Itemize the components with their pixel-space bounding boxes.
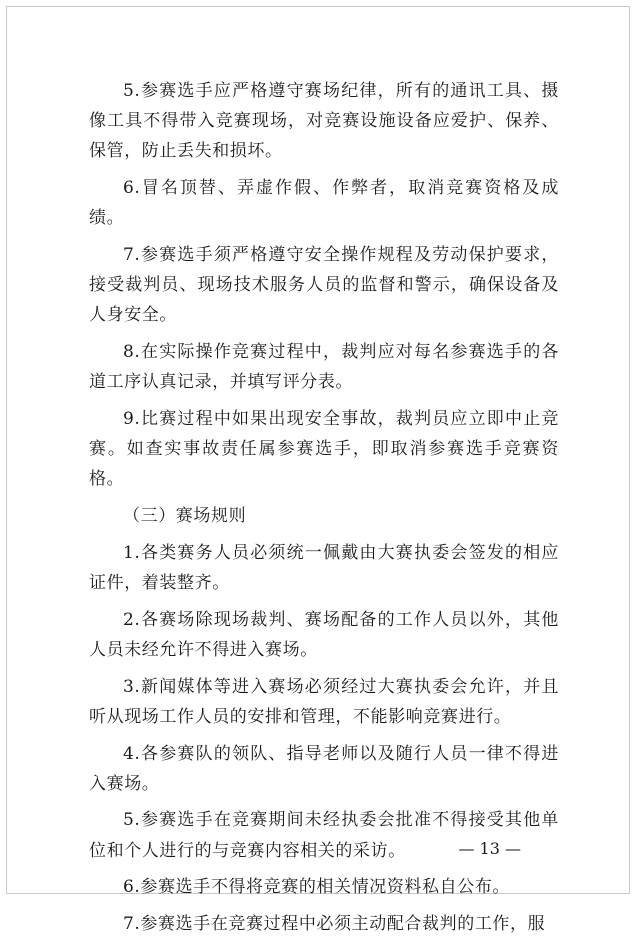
- page-number: — 13 —: [458, 839, 521, 858]
- paragraph-rule-9: 9.比赛过程中如果出现安全事故，裁判员应立即中止竞赛。如查实事故责任属参赛选手，即取消参赛选手竞赛资格。: [89, 409, 559, 490]
- section-heading-venue-rules: （三）赛场规则: [123, 506, 247, 527]
- paragraph-rule-8: 8.在实际操作竞赛过程中，裁判应对每名参赛选手的各道工序认真记录，并填写评分表。: [89, 342, 559, 393]
- paragraph-rule-6: 6.冒名顶替、弄虚作假、作弊者，取消竞赛资格及成绩。: [89, 178, 559, 229]
- paragraph-venue-rule-3: 3.新闻媒体等进入赛场必须经过大赛执委会允许，并且听从现场工作人员的安排和管理，不能影响竞赛进行。: [89, 676, 559, 727]
- paragraph-venue-rule-7: 7.参赛选手在竞赛过程中必须主动配合裁判的工作，服: [123, 914, 546, 935]
- paragraph-venue-rule-2: 2.各赛场除现场裁判、赛场配备的工作人员以外，其他人员未经允许不得进入赛场。: [89, 609, 559, 660]
- paragraph-rule-7: 7.参赛选手须严格遵守安全操作规程及劳动保护要求，接受裁判员、现场技术服务人员的监督和警示，确保设备及人身安全。: [89, 245, 559, 326]
- document-page: [6, 6, 630, 935]
- paragraph-venue-rule-5: 5.参赛选手在竞赛期间未经执委会批准不得接受其他单位和个人进行的与竞赛内容相关的采访。: [89, 810, 559, 861]
- document-body: [89, 76, 559, 939]
- paragraph-venue-rule-4: 4.各参赛队的领队、指导老师以及随行人员一律不得进入赛场。: [89, 743, 559, 794]
- paragraph-venue-rule-1: 1.各类赛务人员必须统一佩戴由大赛执委会签发的相应证件，着装整齐。: [89, 542, 559, 594]
- paragraph-venue-rule-6: 6.参赛选手不得将竞赛的相关情况资料私自公布。: [123, 877, 511, 898]
- paragraph-rule-5: 5.参赛选手应严格遵守赛场纪律，所有的通讯工具、摄像工具不得带入竞赛现场，对竞赛设施设备应爱护、保养、保管，防止丢失和损坏。: [89, 81, 559, 162]
